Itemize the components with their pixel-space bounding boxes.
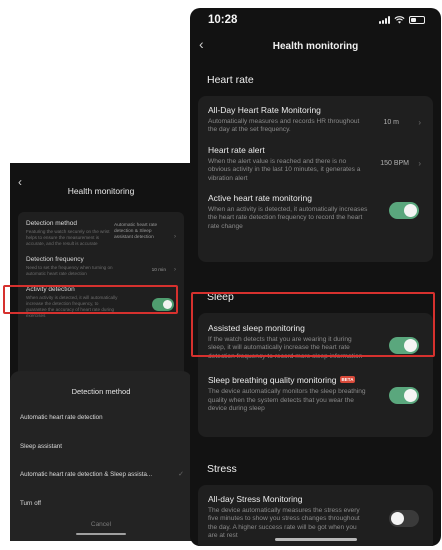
section-heart-rate: Heart rate [207, 74, 254, 86]
section-sleep: Sleep [207, 291, 234, 303]
right-phone-screen [190, 8, 441, 546]
hr-alert-item[interactable] [198, 135, 433, 183]
signal-icon [379, 16, 390, 24]
active-hr-desc: When an activity is detected, it automatically increases the heart rate detection frequency to record the heart rate change [208, 206, 368, 230]
all-day-hr-item[interactable] [198, 96, 433, 135]
status-bar [190, 8, 441, 32]
status-time: 10:28 [208, 14, 238, 26]
all-day-hr-desc: Automatically measures and records HR throughout the day at the set frequency. [208, 118, 360, 134]
heart-rate-card [198, 96, 433, 262]
activity-detection-desc: When activity is detected, it will automatically increase the detection frequency, to guarantee the accuracy of heart rate during exercises [26, 295, 118, 318]
all-day-hr-value: 10 m [383, 119, 399, 126]
activity-detection-title: Activity detection [26, 286, 75, 293]
left-page-title: Health monitoring [67, 186, 135, 196]
chevron-right-icon: › [174, 267, 176, 273]
battery-icon [409, 16, 425, 24]
home-indicator [76, 533, 126, 535]
left-header [10, 163, 192, 199]
chevron-right-icon: › [418, 158, 421, 168]
selected-option-highlight [3, 285, 178, 314]
left-phone-screen [10, 163, 192, 541]
option-turn-off[interactable]: Turn off [20, 500, 41, 507]
active-hr-title: Active heart rate monitoring [208, 193, 312, 204]
detection-frequency-value: 10 min [151, 268, 166, 273]
active-hr-toggle[interactable] [389, 202, 419, 219]
status-icons [379, 16, 425, 24]
option-auto-hr-and-sleep[interactable]: Automatic heart rate detection & Sleep assista... [20, 471, 153, 478]
stress-title: All-day Stress Monitoring [208, 494, 303, 504]
navigation-bar [190, 32, 441, 58]
stress-item [198, 485, 433, 541]
section-stress: Stress [207, 463, 237, 475]
sleep-breathing-desc: The device automatically monitors the sleep breathing quality when the system detects that you wear the device during sleep [208, 388, 366, 413]
cancel-button[interactable]: Cancel [90, 521, 112, 528]
page-title: Health monitoring [272, 41, 359, 52]
chevron-right-icon: › [174, 234, 176, 240]
detection-method-sheet [10, 371, 192, 541]
hr-alert-value: 150 BPM [380, 159, 409, 167]
detection-frequency-title: Detection frequency [26, 256, 84, 263]
wifi-icon [394, 16, 405, 24]
detection-method-desc: Featuring the watch securely on the wrist helps to ensure the measurement is accurate, and the result is accurate [26, 229, 110, 246]
detection-frequency-row[interactable] [26, 256, 176, 277]
check-icon: ✓ [178, 471, 184, 478]
option-auto-hr[interactable]: Automatic heart rate detection [20, 414, 103, 421]
assisted-sleep-highlight [191, 292, 435, 357]
sleep-breathing-title [208, 375, 423, 385]
sleep-breathing-title-text: Sleep breathing quality monitoring [208, 375, 337, 386]
active-hr-item [198, 183, 433, 231]
sleep-breathing-item [198, 361, 433, 413]
hr-alert-title: Heart rate alert [208, 144, 265, 155]
detection-frequency-desc: Need to set the frequency when turning on automatic heart rate detection [26, 265, 113, 276]
assisted-sleep-title: Assisted sleep monitoring [208, 323, 305, 333]
sleep-breathing-toggle[interactable] [389, 387, 419, 404]
hr-alert-desc: When the alert value is reached and there is no obvious activity in the last 10 minutes, it generates a vibration alert [208, 157, 361, 182]
detection-method-title: Detection method [26, 220, 77, 227]
stress-desc: The device automatically measures the stress every five minutes to show you stress changes throughout the day. A higher success rate will be got when you are at rest [208, 507, 360, 540]
chevron-right-icon: › [418, 118, 421, 127]
home-indicator [275, 538, 357, 541]
back-arrow-icon[interactable]: ‹ [199, 36, 204, 52]
all-day-hr-title: All-Day Heart Rate Monitoring [208, 105, 321, 115]
back-arrow-icon[interactable]: ‹ [18, 175, 22, 189]
sheet-title: Detection method [71, 387, 131, 396]
detection-method-value: Automatic heart rate detection & Sleep assistant detection [114, 223, 158, 240]
assisted-sleep-desc: If the watch detects that you are wearing it during sleep, it will automatically increase the heart rate detection frequency to record more sleep information [208, 336, 363, 360]
option-sleep-assistant[interactable]: Sleep assistant [20, 443, 62, 450]
detection-method-row[interactable] [26, 220, 176, 247]
stress-card [198, 485, 433, 546]
stress-toggle[interactable] [389, 510, 419, 527]
beta-badge: BETA [341, 377, 354, 383]
